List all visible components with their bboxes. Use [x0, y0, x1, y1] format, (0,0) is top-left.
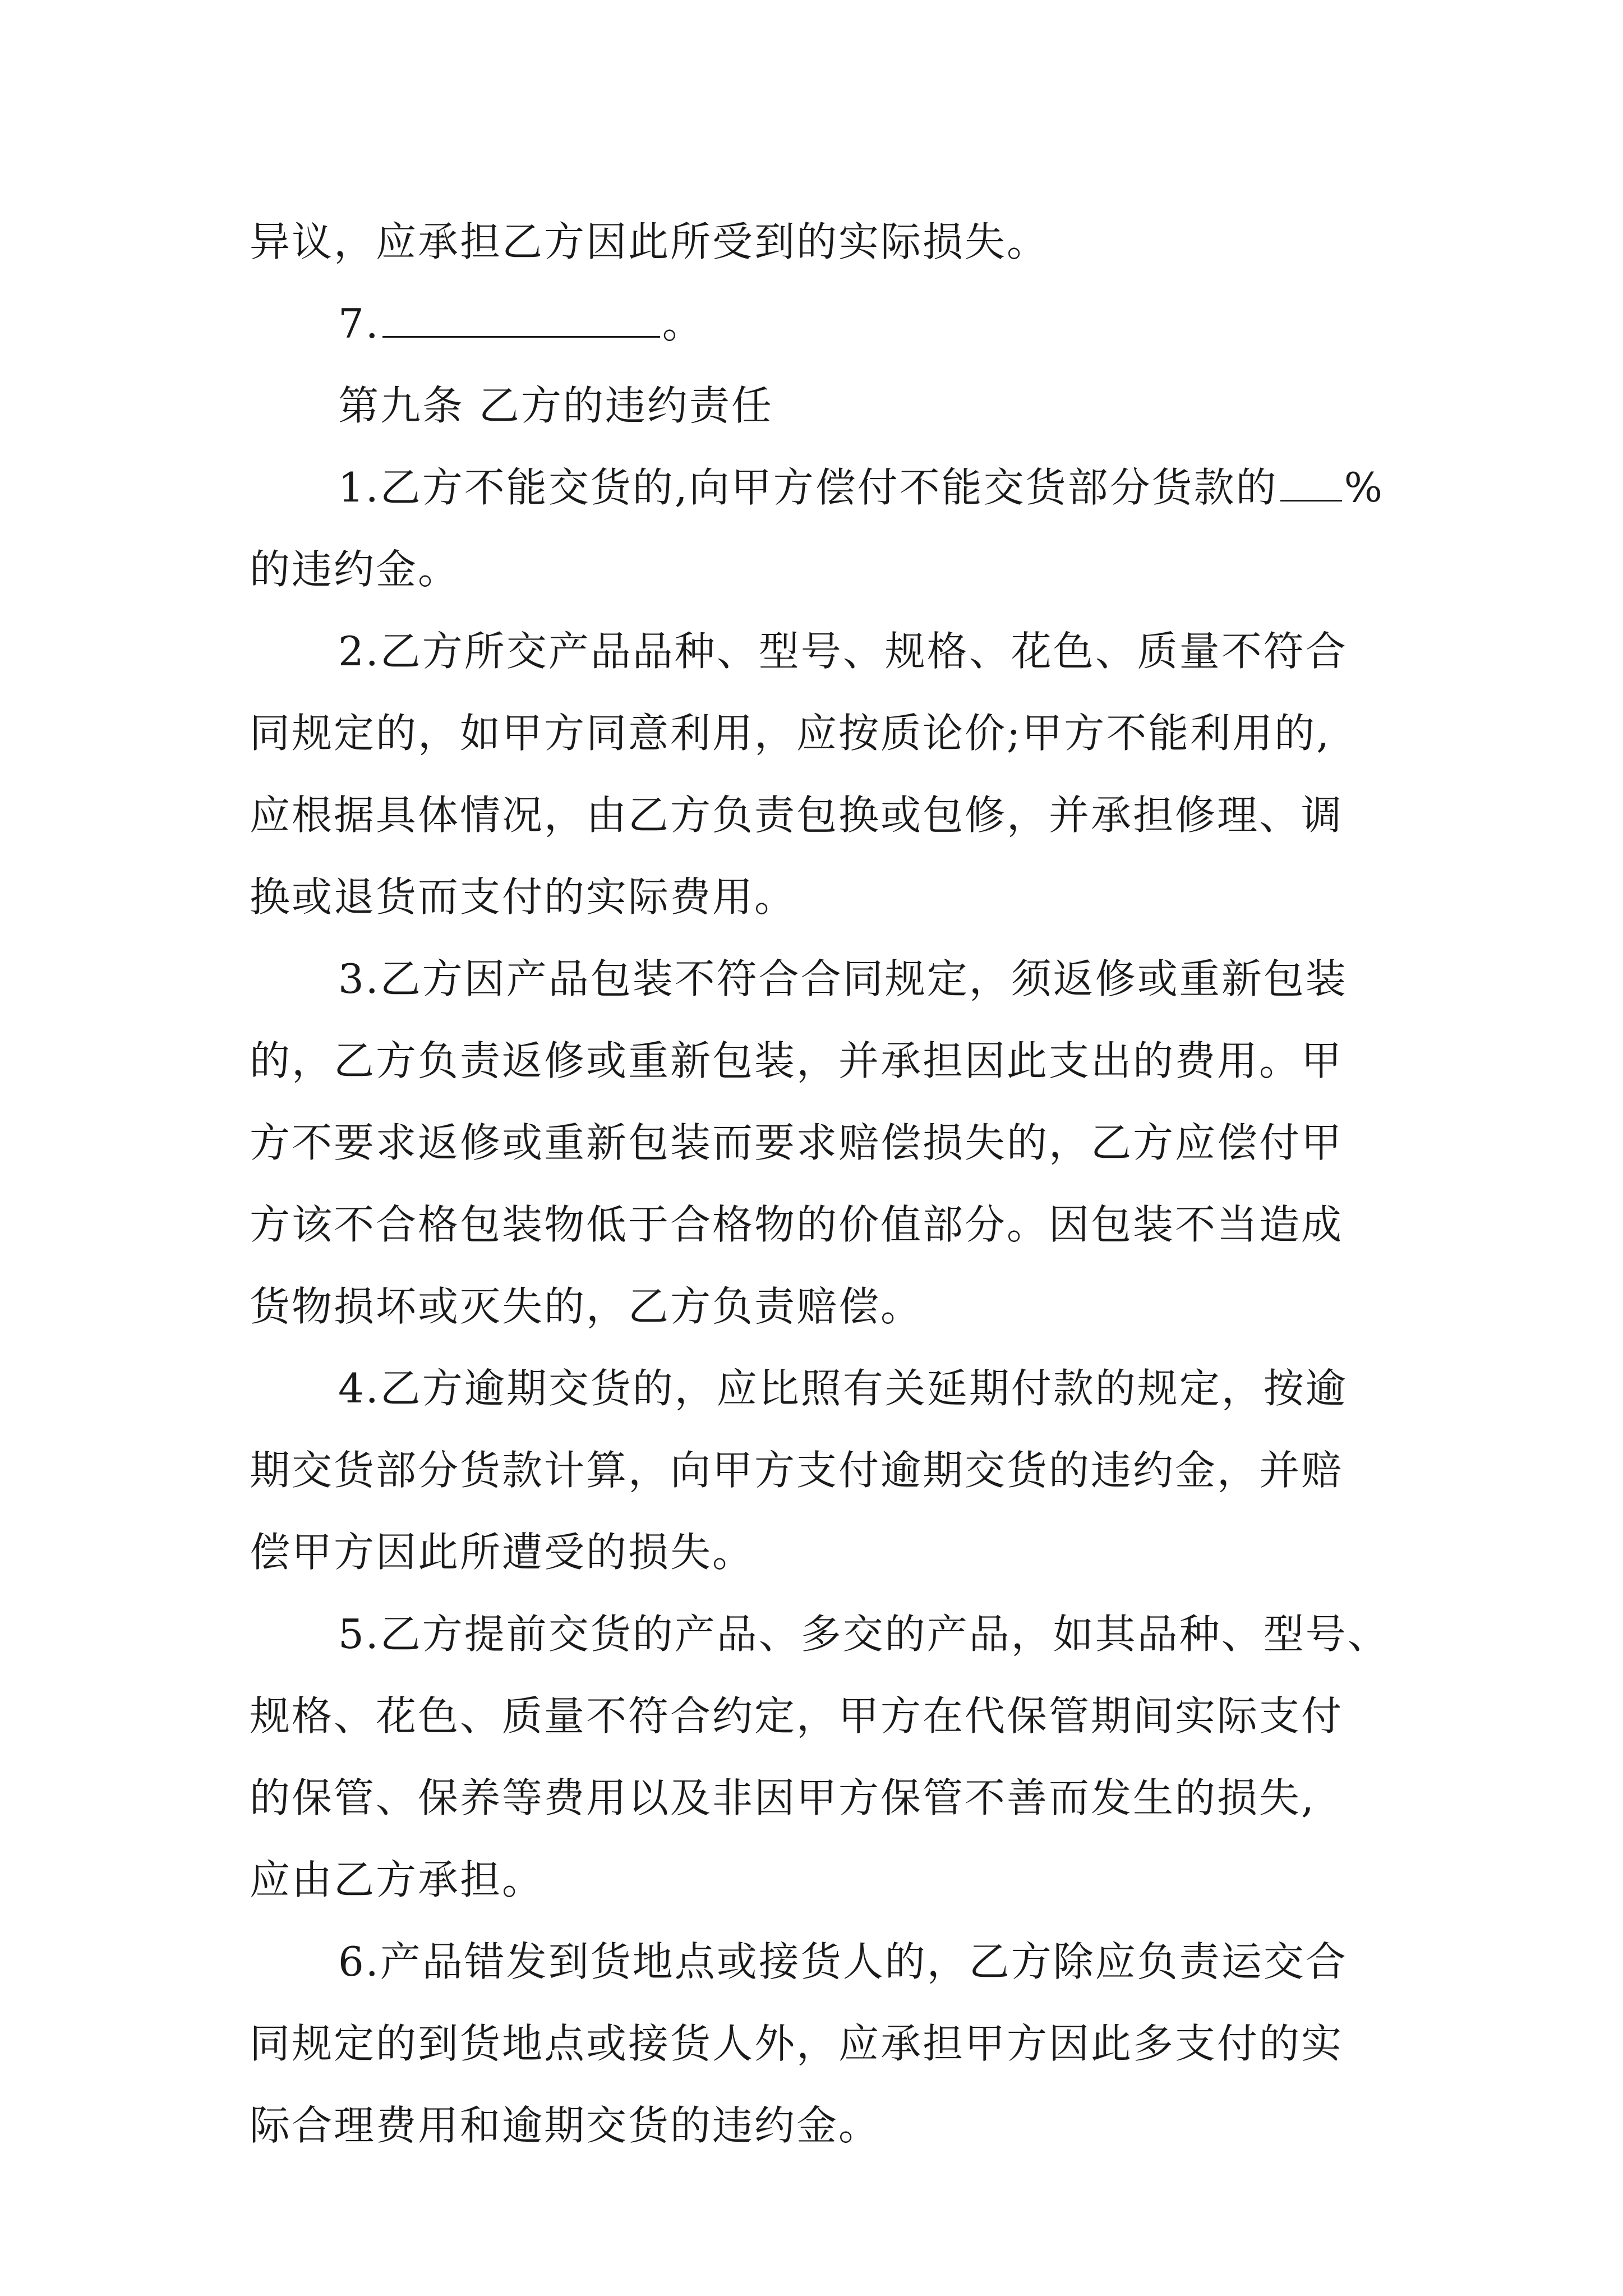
clause-number: 7. [338, 300, 380, 347]
clause-3-line: 3.乙方因产品包装不符合合同规定，须返修或重新包装 [338, 955, 1348, 1002]
text-line: 同规定的到货地点或接货人外，应承担甲方因此多支付的实 [250, 2020, 1344, 2067]
text-line: 同规定的，如甲方同意利用，应按质论价;甲方不能利用的, [250, 710, 1331, 757]
clause-6-line: 6.产品错发到货地点或接货人的，乙方除应负责运交合 [338, 1938, 1348, 1985]
article-heading: 第九条 乙方的违约责任 [338, 382, 773, 429]
fill-in-blank [382, 295, 660, 338]
text-line: 方不要求返修或重新包装而要求赔偿损失的，乙方应偿付甲 [250, 1119, 1344, 1166]
clause-4-line: 4.乙方逾期交货的，应比照有关延期付款的规定，按逾 [338, 1365, 1348, 1412]
document-body [250, 201, 1388, 2166]
text-line: 应由乙方承担。 [250, 1856, 545, 1903]
clause-5-line: 5.乙方提前交货的产品、多交的产品，如其品种、型号、 [338, 1611, 1390, 1658]
text-line: 货物损坏或灭失的，乙方负责赔偿。 [250, 1283, 923, 1330]
text-line: 规格、花色、质量不符合约定，甲方在代保管期间实际支付 [250, 1692, 1344, 1740]
text-line: 应根据具体情况，由乙方负责包换或包修，并承担修理、调 [250, 792, 1344, 839]
text-line: 的，乙方负责返修或重新包装，并承担因此支出的费用。甲 [250, 1037, 1344, 1084]
percent-blank [1280, 458, 1342, 501]
text-line: 的保管、保养等费用以及非因甲方保管不善而发生的损失, [250, 1774, 1316, 1821]
text-line: 异议，应承担乙方因此所受到的实际损失。 [250, 218, 1049, 265]
clause-7-line [250, 283, 1388, 365]
clause-text: 1.乙方不能交货的,向甲方偿付不能交货部分货款的 [338, 464, 1278, 511]
text-line: 方该不合格包装物低于合格物的价值部分。因包装不当造成 [250, 1201, 1344, 1248]
clause-end: 。 [662, 300, 704, 347]
clause-2-line: 2.乙方所交产品品种、型号、规格、花色、质量不符合 [338, 628, 1348, 675]
text-line: 际合理费用和逾期交货的违约金。 [250, 2102, 881, 2149]
percent-sign: % [1344, 464, 1385, 511]
text-line: 换或退货而支付的实际费用。 [250, 873, 797, 921]
text-line: 的违约金。 [250, 546, 460, 593]
text-line: 偿甲方因此所遭受的损失。 [250, 1529, 755, 1576]
text-line: 期交货部分货款计算，向甲方支付逾期交货的违约金，并赔 [250, 1447, 1344, 1494]
clause-1-line [250, 447, 1388, 528]
